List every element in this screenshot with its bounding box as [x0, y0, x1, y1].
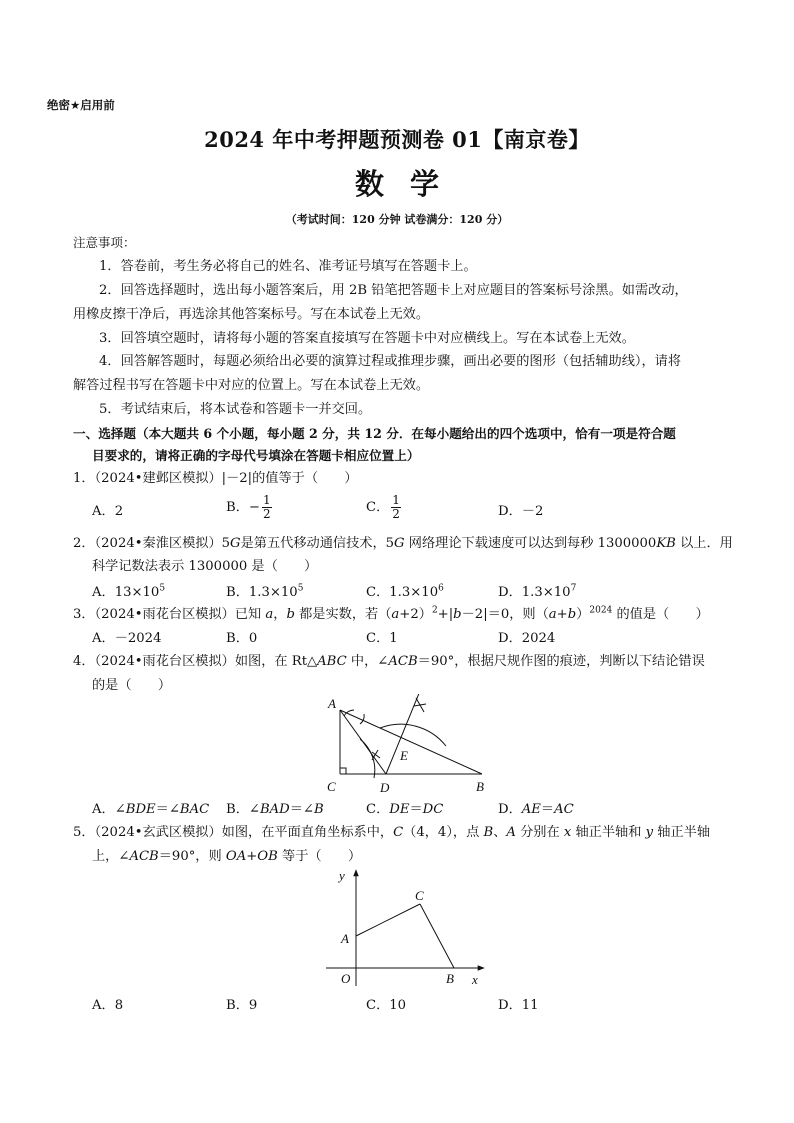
- q1-stem: 1．（2024•建邺区模拟）|－2|的值等于（ ）: [73, 471, 358, 486]
- q5-stem-line-1: 5．（2024•玄武区模拟）如图，在平面直角坐标系中，C（4，4），点 B、A 分别在 x 轴正半轴和 y 轴正半轴: [73, 825, 711, 840]
- q4-stem-line-1: 4．（2024•雨花台区模拟）如图，在 Rt△ABC 中，∠ACB＝90°，根据尺规作图的痕迹，判断以下结论错误: [73, 654, 705, 669]
- notice-item-2-line-1: 2．回答选择题时，选出每小题答案后，用 2B 铅笔把答题卡上对应题目的答案标号涂黑。如需改动，: [99, 283, 688, 298]
- q4-label-e: E: [400, 748, 408, 763]
- q4-label-d: D: [380, 780, 390, 795]
- q5-segment-ac: [356, 904, 420, 936]
- notice-item-2-line-2: 用橡皮擦干净后，再选涂其他答案标号。写在本试卷上无效。: [73, 307, 430, 322]
- secret-mark: 绝密★启用前: [47, 98, 115, 112]
- exam-info: （考试时间：120 分钟 试卷满分：120 分）: [285, 213, 509, 226]
- q4-label-a: A: [328, 696, 336, 711]
- q4-side-ab: [340, 710, 482, 774]
- notice-item-3: 3．回答填空题时，请将每小题的答案直接填写在答题卡中对应横线上。写在本试卷上无效。: [99, 331, 635, 346]
- q5-option-d: D．11: [498, 998, 539, 1013]
- q5-label-b: B: [446, 971, 454, 986]
- q1-option-d: D．－2: [498, 504, 544, 519]
- q3-option-a: A．－2024: [92, 631, 162, 646]
- q3-option-d: D．2024: [498, 631, 556, 646]
- q5-option-c: C．10: [366, 998, 407, 1013]
- section-heading-line-1: 一、选择题（本大题共 6 个小题，每小题 2 分，共 12 分．在每小题给出的四个选项中，恰有一项是符合题: [73, 426, 676, 441]
- q4-option-b: B．∠BAD＝∠B: [226, 802, 324, 817]
- exam-title: 2024 年中考押题预测卷 01【南京卷】: [204, 127, 590, 152]
- q5-option-a: A．8: [92, 998, 124, 1013]
- q2-option-d: D．$1.3\times 10^7$: [498, 583, 577, 600]
- notice-item-4-line-2: 解答过程书写在答题卡中对应的位置上。写在本试卷上无效。: [73, 378, 430, 393]
- q2-option-a: A．$13\times 10^5$: [92, 583, 166, 600]
- q4-triangle-figure: [320, 694, 500, 798]
- notice-heading: 注意事项：: [73, 235, 136, 250]
- q5-stem-line-2: 上，∠ACB＝90°，则 OA+OB 等于（ ）: [92, 849, 362, 864]
- q5-coordinate-figure: [322, 866, 492, 990]
- q5-segment-cb: [420, 904, 454, 968]
- q5-label-y: y: [339, 868, 345, 883]
- q4-label-b: B: [476, 779, 484, 794]
- q3-stem: 3．（2024•雨花台区模拟）已知 a，b 都是实数，若$(a+2)^2+|b-2|=0$，则$(a+b)^{2024}$ 的值是（ ）: [73, 605, 709, 622]
- q4-arc-cross-1: [372, 750, 380, 760]
- q5-label-o: O: [341, 971, 351, 986]
- notice-item-4-line-1: 4．回答解答题时，每题必须给出必要的演算过程或推理步骤，画出必要的图形（包括辅助线），请将: [99, 354, 682, 369]
- q3-option-b: B．0: [226, 631, 258, 646]
- q1-option-a: A．2: [92, 504, 124, 519]
- q4-option-c: C．DE＝DC: [366, 802, 444, 817]
- q4-option-a: A．∠BDE＝∠BAC: [92, 802, 210, 817]
- q1-option-c: C． $\frac{1}{2}$: [366, 493, 400, 521]
- q3-option-c: C．1: [366, 631, 398, 646]
- q5-label-x: x: [472, 972, 478, 987]
- q4-label-c: C: [327, 779, 336, 794]
- q2-stem-line-2: 科学记数法表示 1300000 是（ ）: [92, 559, 318, 574]
- section-heading-line-2: 目要求的，请将正确的字母代号填涂在答题卡相应位置上）: [92, 448, 420, 463]
- q4-option-d: D．AE＝AC: [498, 802, 574, 817]
- q1-option-b: B．− $\frac{1}{2}$: [226, 493, 271, 521]
- q2-stem-line-1: 2．（2024•秦淮区模拟）5G是第五代移动通信技术，5G 网络理论下载速度可以达到每秒 1300000KB 以上．用: [73, 536, 733, 551]
- q2-option-c: C．$1.3\times 10^6$: [366, 583, 444, 600]
- q2-option-b: B．$1.3\times 10^5$: [226, 583, 304, 600]
- q5-option-b: B．9: [226, 998, 258, 1013]
- q4-right-angle-mark: [340, 768, 346, 774]
- q5-label-a: A: [341, 931, 349, 946]
- q5-label-c: C: [415, 888, 424, 903]
- notice-item-1: 1．答卷前，考生务必将自己的姓名、准考证号填写在答题卡上。: [99, 259, 477, 274]
- subject-title: 数学: [354, 167, 465, 201]
- q4-stem-line-2: 的是（ ）: [92, 678, 172, 693]
- notice-item-5: 5．考试结束后，将本试卷和答题卡一并交回。: [99, 402, 372, 417]
